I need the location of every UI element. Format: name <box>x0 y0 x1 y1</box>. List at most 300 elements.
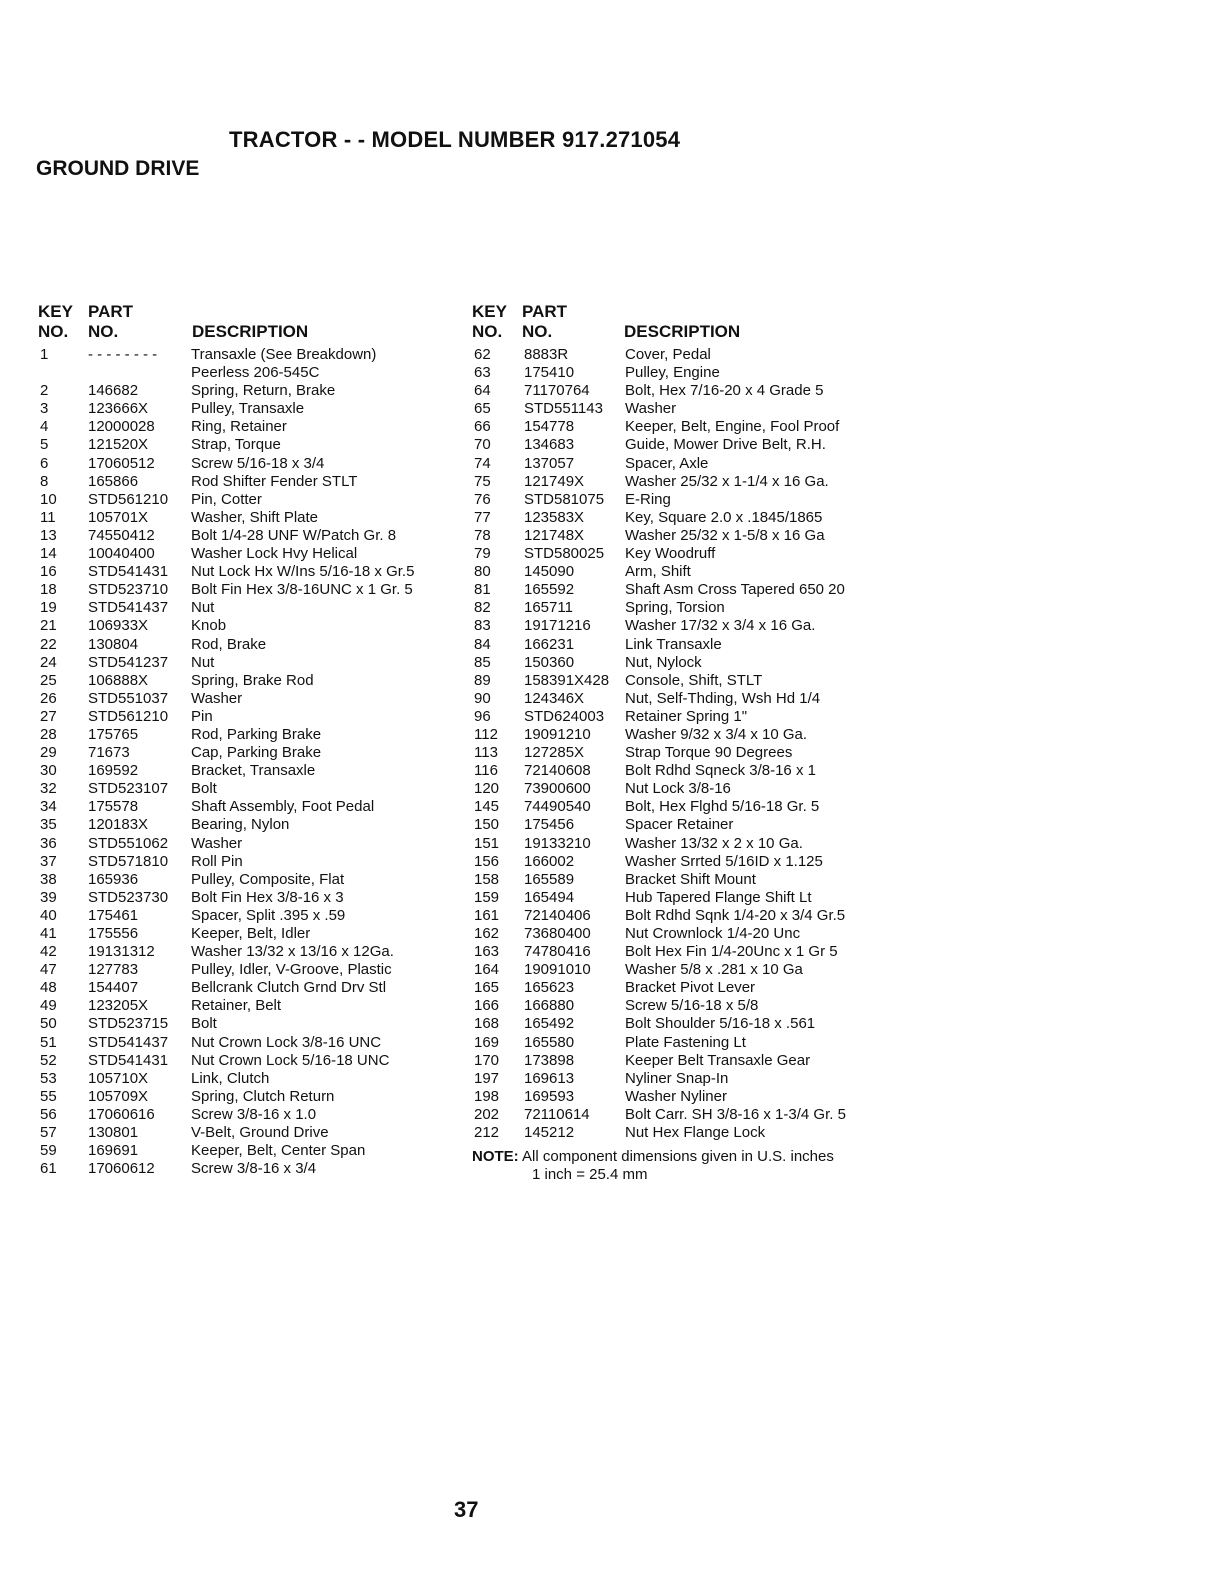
key-header-line1: KEY <box>472 302 507 321</box>
table-header <box>472 300 892 344</box>
part-number: STD561210 <box>88 707 169 725</box>
part-description: Console, Shift, STLT <box>625 671 763 689</box>
table-row <box>38 527 458 545</box>
key-number: 41 <box>40 925 57 942</box>
part-description: Bolt, Hex 7/16-20 x 4 Grade 5 <box>625 382 824 400</box>
key-number: 156 <box>474 852 500 870</box>
key-number: 84 <box>474 635 491 653</box>
part-number: 165492 <box>524 1015 575 1033</box>
key-number: 3 <box>40 400 49 418</box>
table-row <box>38 672 458 690</box>
key-number: 112 <box>474 725 498 743</box>
part-number: 173898 <box>524 1051 575 1069</box>
key-number: 6 <box>40 454 49 472</box>
key-number: 168 <box>474 1015 500 1033</box>
key-number: 151 <box>474 834 500 852</box>
part-description: Key Woodruff <box>625 545 716 563</box>
part-number: 121520X <box>88 436 149 454</box>
part-number: 105710X <box>88 1069 149 1087</box>
table-row <box>38 1052 458 1070</box>
part-description: Washer, Shift Plate <box>191 508 319 526</box>
part-number: 73680400 <box>524 925 591 942</box>
table-row <box>38 1124 458 1142</box>
key-number: 53 <box>40 1069 57 1087</box>
table-row <box>38 636 458 654</box>
part-description: Bolt Fin Hex 3/8-16UNC x 1 Gr. 5 <box>191 581 413 599</box>
part-number: 165623 <box>524 979 575 997</box>
part-description: Pulley, Engine <box>625 364 720 382</box>
part-description: Bolt Carr. SH 3/8-16 x 1-3/4 Gr. 5 <box>625 1105 846 1123</box>
part-description: Washer Lock Hvy Helical <box>191 545 358 563</box>
table-row <box>38 418 458 436</box>
key-number: 2 <box>40 382 49 400</box>
part-number: 158391X428 <box>524 671 610 689</box>
table-row <box>472 762 892 780</box>
key-number: 78 <box>474 526 491 544</box>
table-row <box>38 364 458 382</box>
table-row <box>38 708 458 726</box>
key-number: 65 <box>474 400 491 418</box>
key-number: 170 <box>474 1051 500 1069</box>
part-number: 137057 <box>524 454 575 472</box>
part-number: 130801 <box>88 1124 139 1142</box>
part-description: Bolt <box>191 1015 217 1033</box>
table-row <box>38 1160 458 1178</box>
dimensions-note <box>472 1148 892 1184</box>
part-number: 17060616 <box>88 1105 155 1123</box>
key-number: 57 <box>40 1124 57 1142</box>
key-number: 75 <box>474 472 491 490</box>
part-description: Washer 13/32 x 13/16 x 12Ga. <box>191 943 394 961</box>
part-description: Washer 25/32 x 1-5/8 x 16 Ga <box>625 526 825 544</box>
part-number: 146682 <box>88 382 139 400</box>
key-number: 8 <box>40 472 49 490</box>
part-description: Shaft Asm Cross Tapered 650 20 <box>625 581 845 599</box>
part-description: Spring, Clutch Return <box>191 1087 335 1105</box>
part-description: Arm, Shift <box>625 563 691 581</box>
table-row <box>472 835 892 853</box>
part-description: Nut Lock 3/8-16 <box>625 780 731 798</box>
table-row <box>38 726 458 744</box>
table-row <box>38 491 458 509</box>
table-row <box>38 798 458 816</box>
table-row <box>472 780 892 798</box>
key-number: 61 <box>40 1160 57 1178</box>
key-number: 21 <box>40 617 57 635</box>
key-number: 70 <box>474 436 491 454</box>
key-number: 159 <box>474 888 500 906</box>
key-number: 59 <box>40 1142 57 1160</box>
part-number: 166880 <box>524 997 575 1015</box>
table-row <box>38 509 458 527</box>
table-header <box>38 300 458 344</box>
table-row <box>38 581 458 599</box>
table-row <box>38 780 458 798</box>
part-description: Bracket, Transaxle <box>191 762 316 780</box>
key-number: 14 <box>40 545 57 563</box>
part-number: 175461 <box>88 906 139 924</box>
part-number: 165936 <box>88 870 139 888</box>
part-number: 124346X <box>524 689 585 707</box>
part-number: 165589 <box>524 870 575 888</box>
part-description: Bolt Hex Fin 1/4-20Unc x 1 Gr 5 <box>625 943 838 961</box>
part-number: 127285X <box>524 744 585 762</box>
part-description: Nut <box>191 653 215 671</box>
part-number: STD541437 <box>88 599 169 617</box>
table-row <box>472 1124 892 1142</box>
key-number: 62 <box>474 346 491 363</box>
table-row <box>38 871 458 889</box>
part-number: 19091010 <box>524 961 591 979</box>
part-number: 166231 <box>524 635 575 653</box>
table-row <box>38 961 458 979</box>
part-number: 169593 <box>524 1087 575 1105</box>
table-row <box>38 907 458 925</box>
part-number: STD624003 <box>524 707 605 725</box>
table-row <box>472 436 892 454</box>
part-number: 19133210 <box>524 834 591 852</box>
key-number: 169 <box>474 1033 500 1051</box>
part-number: 12000028 <box>88 418 155 436</box>
table-row <box>38 816 458 834</box>
table-row <box>472 455 892 473</box>
part-description: Bracket Pivot Lever <box>625 979 756 997</box>
table-row <box>472 599 892 617</box>
key-number: 34 <box>40 798 57 816</box>
part-description: Strap, Torque <box>191 436 281 454</box>
key-header-line2: NO. <box>472 322 503 341</box>
part-number: 169691 <box>88 1142 139 1160</box>
key-number: 27 <box>40 707 57 725</box>
part-description: Peerless 206-545C <box>191 364 320 382</box>
part-description: Roll Pin <box>191 852 243 870</box>
part-description: Screw 5/16-18 x 5/8 <box>625 997 759 1015</box>
key-number: 11 <box>40 508 56 526</box>
table-row <box>38 997 458 1015</box>
table-row <box>38 925 458 943</box>
part-number: 165592 <box>524 581 575 599</box>
part-description: Retainer Spring 1" <box>625 707 748 725</box>
part-number: 74550412 <box>88 526 155 544</box>
part-number: 8883R <box>524 346 569 363</box>
part-header-line2: NO. <box>88 322 119 341</box>
note-label: NOTE: <box>472 1148 519 1166</box>
table-row <box>472 943 892 961</box>
table-row <box>38 400 458 418</box>
table-row <box>38 853 458 871</box>
part-number: 175578 <box>88 798 139 816</box>
table-row <box>38 889 458 907</box>
part-number: 72140608 <box>524 762 591 780</box>
part-description: Pin <box>191 707 213 725</box>
part-description: Screw 3/8-16 x 1.0 <box>191 1105 317 1123</box>
table-row <box>472 1088 892 1106</box>
part-number: STD541431 <box>88 563 169 581</box>
table-row <box>472 997 892 1015</box>
part-number: 165866 <box>88 472 139 490</box>
part-description: Bellcrank Clutch Grnd Drv Stl <box>191 979 387 997</box>
parts-rows-left <box>38 346 458 1178</box>
key-number: 29 <box>40 744 57 762</box>
key-number: 82 <box>474 599 491 617</box>
key-number: 202 <box>474 1105 500 1123</box>
part-number: 145090 <box>524 563 575 581</box>
part-header-line1: PART <box>522 302 568 321</box>
part-header-line2: NO. <box>522 322 553 341</box>
part-number: STD541437 <box>88 1033 169 1051</box>
part-number: 175556 <box>88 925 139 942</box>
table-row <box>472 418 892 436</box>
part-description: Washer 9/32 x 3/4 x 10 Ga. <box>625 725 808 743</box>
key-number: 39 <box>40 888 57 906</box>
part-description: Retainer, Belt <box>191 997 282 1015</box>
table-row <box>472 907 892 925</box>
part-number: 123666X <box>88 400 149 418</box>
table-row <box>38 1070 458 1088</box>
part-number: STD551062 <box>88 834 169 852</box>
key-number: 37 <box>40 852 57 870</box>
part-number: 74490540 <box>524 798 591 816</box>
key-number: 35 <box>40 816 57 834</box>
part-number: 121749X <box>524 472 585 490</box>
description-header: DESCRIPTION <box>624 322 741 341</box>
part-description: Spacer, Split .395 x .59 <box>191 906 346 924</box>
parts-table-left <box>38 300 458 1178</box>
key-number: 13 <box>40 526 57 544</box>
key-number: 162 <box>474 925 500 942</box>
part-number: 169613 <box>524 1069 575 1087</box>
key-number: 26 <box>40 689 57 707</box>
part-number: 120183X <box>88 816 149 834</box>
part-description: Rod, Parking Brake <box>191 725 322 743</box>
part-description: Washer 5/8 x .281 x 10 Ga <box>625 961 803 979</box>
table-row <box>472 654 892 672</box>
key-number: 25 <box>40 671 57 689</box>
part-number: 71170764 <box>524 382 590 400</box>
part-number: 145212 <box>524 1124 575 1142</box>
part-description: Hub Tapered Flange Shift Lt <box>625 888 812 906</box>
part-number: STD580025 <box>524 545 605 563</box>
table-row <box>472 1015 892 1033</box>
key-number: 42 <box>40 943 57 961</box>
table-row <box>38 690 458 708</box>
table-row <box>38 979 458 997</box>
part-description: Washer <box>191 689 243 707</box>
table-row <box>472 672 892 690</box>
table-row <box>38 1106 458 1124</box>
key-number: 80 <box>474 563 491 581</box>
part-number: 165711 <box>524 599 573 617</box>
key-number: 49 <box>40 997 57 1015</box>
key-number: 51 <box>40 1033 57 1051</box>
key-number: 113 <box>474 744 498 762</box>
part-description: Nut Crown Lock 3/8-16 UNC <box>191 1033 382 1051</box>
table-row <box>472 364 892 382</box>
table-row <box>38 1034 458 1052</box>
table-row <box>472 979 892 997</box>
part-number: STD561210 <box>88 490 169 508</box>
key-number: 1 <box>40 346 49 363</box>
table-row <box>472 853 892 871</box>
part-number: 121748X <box>524 526 585 544</box>
table-row <box>38 1142 458 1160</box>
part-number: 72110614 <box>524 1105 590 1123</box>
part-description: Washer Srrted 5/16ID x 1.125 <box>625 852 823 870</box>
part-number: 105701X <box>88 508 149 526</box>
part-number: 105709X <box>88 1087 149 1105</box>
key-number: 161 <box>474 906 500 924</box>
key-number: 50 <box>40 1015 57 1033</box>
table-row <box>472 798 892 816</box>
key-number: 90 <box>474 689 491 707</box>
table-row <box>472 617 892 635</box>
part-description: Bolt Rdhd Sqnk 1/4-20 x 3/4 Gr.5 <box>625 906 846 924</box>
part-number: STD523715 <box>88 1015 169 1033</box>
key-number: 24 <box>40 653 57 671</box>
part-description: Screw 3/8-16 x 3/4 <box>191 1160 317 1178</box>
part-number: STD551037 <box>88 689 169 707</box>
part-description: Link, Clutch <box>191 1069 270 1087</box>
part-number: STD523107 <box>88 780 169 798</box>
description-header: DESCRIPTION <box>192 322 309 341</box>
key-number: 77 <box>474 508 491 526</box>
part-number: 134683 <box>524 436 575 454</box>
key-number: 81 <box>474 581 491 599</box>
part-description: Bolt Fin Hex 3/8-16 x 3 <box>191 888 344 906</box>
key-number: 145 <box>474 798 500 816</box>
part-description: Spring, Brake Rod <box>191 671 314 689</box>
key-number: 96 <box>474 707 491 725</box>
key-number: 32 <box>40 780 57 798</box>
part-description: E-Ring <box>625 490 671 508</box>
part-description: Guide, Mower Drive Belt, R.H. <box>625 436 826 454</box>
part-number: 106888X <box>88 671 149 689</box>
part-number: 74780416 <box>524 943 591 961</box>
key-number: 52 <box>40 1051 57 1069</box>
part-number: 165494 <box>524 888 575 906</box>
part-number: 154407 <box>88 979 139 997</box>
part-number: STD551143 <box>524 400 603 418</box>
part-description: Rod Shifter Fender STLT <box>191 472 358 490</box>
table-row <box>38 455 458 473</box>
part-description: Strap Torque 90 Degrees <box>625 744 793 762</box>
part-description: V-Belt, Ground Drive <box>191 1124 329 1142</box>
note-text-line2: 1 inch = 25.4 mm <box>532 1166 648 1184</box>
key-number: 5 <box>40 436 49 454</box>
parts-table-right <box>472 300 892 1184</box>
key-number: 198 <box>474 1087 500 1105</box>
part-description: Bolt <box>191 780 217 798</box>
table-row <box>472 346 892 364</box>
part-number: 123205X <box>88 997 149 1015</box>
table-row <box>472 473 892 491</box>
part-number: 166002 <box>524 852 575 870</box>
table-row <box>472 1034 892 1052</box>
part-number: 71673 <box>88 744 130 762</box>
key-number: 66 <box>474 418 491 436</box>
key-number: 164 <box>474 961 500 979</box>
key-number: 197 <box>474 1069 500 1087</box>
part-number: 169592 <box>88 762 139 780</box>
key-number: 38 <box>40 870 57 888</box>
table-row <box>38 744 458 762</box>
part-description: Pin, Cotter <box>191 490 262 508</box>
key-number: 4 <box>40 418 49 436</box>
key-number: 28 <box>40 725 57 743</box>
part-description: Nut Crown Lock 5/16-18 UNC <box>191 1051 390 1069</box>
table-row <box>472 1052 892 1070</box>
key-number: 19 <box>40 599 57 617</box>
key-number: 89 <box>474 671 491 689</box>
key-number: 158 <box>474 870 500 888</box>
table-row <box>472 545 892 563</box>
table-row <box>472 871 892 889</box>
part-number: 127783 <box>88 961 139 979</box>
part-number: STD541237 <box>88 653 169 671</box>
key-number: 150 <box>474 816 500 834</box>
part-header-line1: PART <box>88 302 134 321</box>
part-description: Washer <box>625 400 677 418</box>
key-number: 212 <box>474 1124 500 1142</box>
part-number: 150360 <box>524 653 575 671</box>
part-description: Bolt Shoulder 5/16-18 x .561 <box>625 1015 816 1033</box>
part-description: Bolt Rdhd Sqneck 3/8-16 x 1 <box>625 762 816 780</box>
key-number: 83 <box>474 617 491 635</box>
table-row <box>472 581 892 599</box>
key-number: 64 <box>474 382 491 400</box>
key-number: 47 <box>40 961 57 979</box>
key-number: 22 <box>40 635 57 653</box>
part-description: Washer 25/32 x 1-1/4 x 16 Ga. <box>625 472 829 490</box>
part-description: Nut Lock Hx W/Ins 5/16-18 x Gr.5 <box>191 563 415 581</box>
parts-rows-right <box>472 346 892 1142</box>
part-description: Nut, Self-Thding, Wsh Hd 1/4 <box>625 689 821 707</box>
table-row <box>38 545 458 563</box>
table-row <box>472 816 892 834</box>
part-number: 10040400 <box>88 545 155 563</box>
key-number: 16 <box>40 563 57 581</box>
key-number: 116 <box>474 762 498 780</box>
document-title: TRACTOR - - MODEL NUMBER 917.271054 <box>229 127 681 152</box>
table-row <box>38 563 458 581</box>
key-number: 48 <box>40 979 57 997</box>
table-row <box>38 436 458 454</box>
table-row <box>38 382 458 400</box>
key-header-line2: NO. <box>38 322 69 341</box>
part-number: - - - - - - - - <box>88 346 158 363</box>
part-number: 19091210 <box>524 725 591 743</box>
part-number: STD541431 <box>88 1051 169 1069</box>
part-number: 73900600 <box>524 780 591 798</box>
part-description: Cap, Parking Brake <box>191 744 322 762</box>
part-description: Nut, Nylock <box>625 653 702 671</box>
table-row <box>472 744 892 762</box>
part-description: Shaft Assembly, Foot Pedal <box>191 798 375 816</box>
key-number: 166 <box>474 997 500 1015</box>
table-row <box>38 599 458 617</box>
key-number: 40 <box>40 906 57 924</box>
part-description: Washer Nyliner <box>625 1087 727 1105</box>
table-row <box>472 527 892 545</box>
part-description: Washer 13/32 x 2 x 10 Ga. <box>625 834 803 852</box>
table-row <box>472 889 892 907</box>
part-description: Pulley, Idler, V-Groove, Plastic <box>191 961 392 979</box>
section-title: GROUND DRIVE <box>36 157 200 180</box>
table-row <box>472 961 892 979</box>
table-row <box>38 1088 458 1106</box>
key-number: 163 <box>474 943 500 961</box>
part-description: Link Transaxle <box>625 635 722 653</box>
